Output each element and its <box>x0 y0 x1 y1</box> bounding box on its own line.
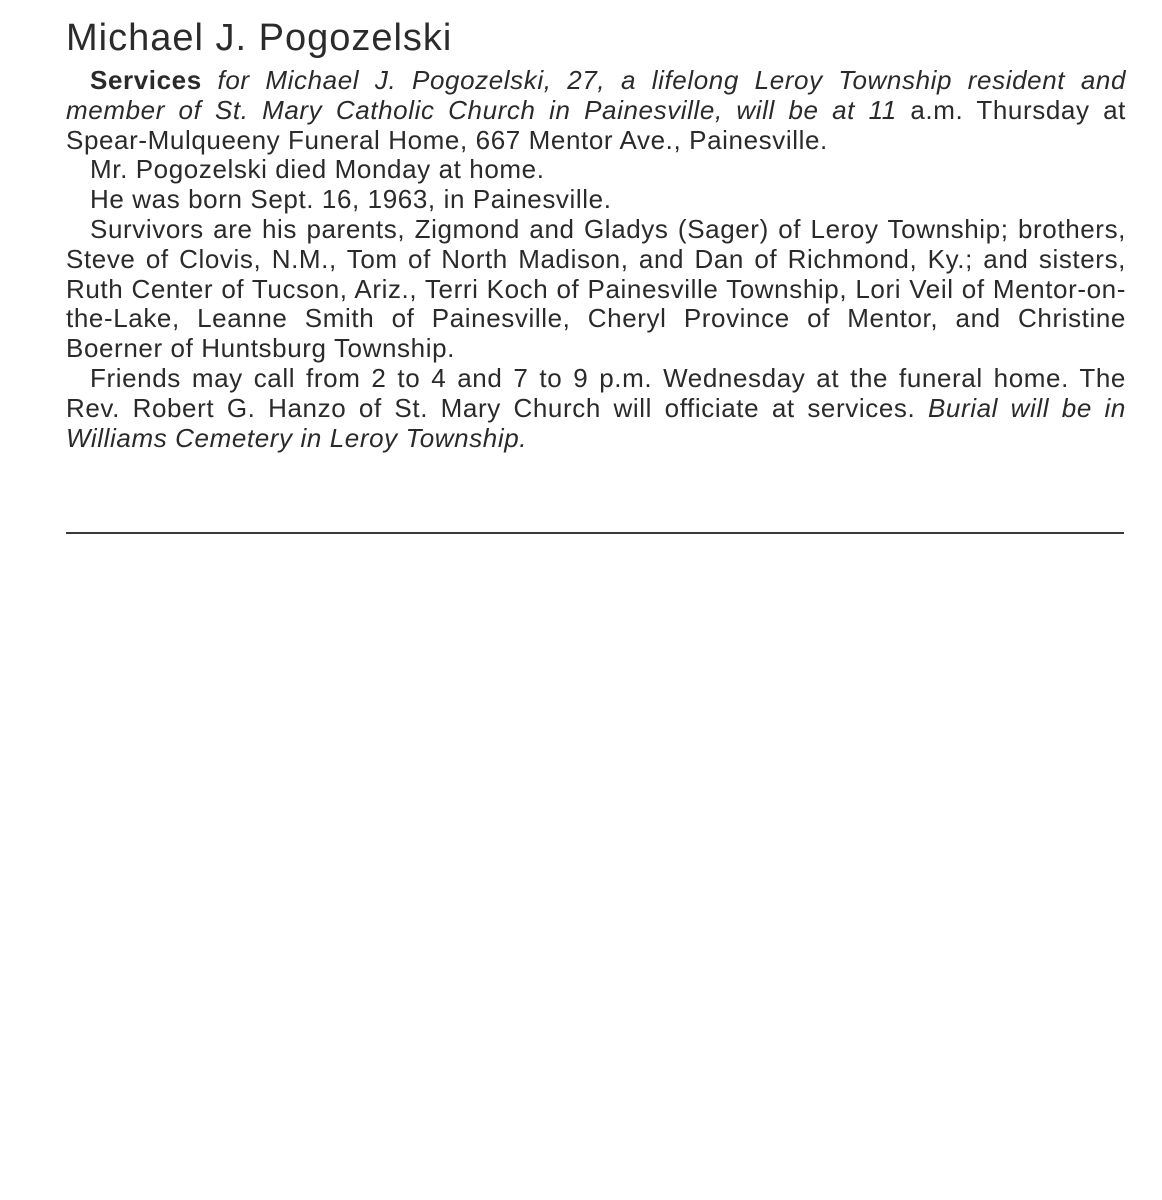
obituary-body <box>66 66 1126 453</box>
death-paragraph: Mr. Pogozelski died Monday at home. <box>90 154 545 185</box>
services-paragraph <box>66 66 1126 155</box>
obituary-clipping <box>66 14 1126 453</box>
services-intro-italic: for Michael J. Pogozelski, 27, a lifelong Leroy Township resident and member of St. Mary Catholic Church in Painesville, will be at 11 <box>66 65 1126 125</box>
visitation-paragraph <box>66 364 1126 453</box>
birth-paragraph: He was born Sept. 16, 1963, in Painesville. <box>90 184 612 215</box>
burial-text-italic: Burial will be in Williams Cemetery in Leroy Township. <box>66 392 1126 453</box>
survivors-paragraph: Survivors are his parents, Zigmond and Gladys (Sager) of Leroy Township; brothers, Steve of Clovis, N.M., Tom of North Madison, and Dan of Richmond, Ky.; and sisters, Ruth Center of Tucson, Ariz., Terri Koch of Painesville Township, Lori Veil of Mentor-on-the-Lake, Leanne Smith of Painesville, Cheryl Province of Mentor, and Christine Boerner of Huntsburg Township. <box>66 213 1126 364</box>
services-lead-word: Services <box>90 65 202 95</box>
obituary-headline: Michael J. Pogozelski <box>66 17 453 59</box>
services-details: a.m. Thursday at Spear-Mulqueeny Funeral Home, 667 Mentor Ave., Painesville. <box>66 94 1127 155</box>
clipping-divider <box>66 532 1124 534</box>
visitation-text: Friends may call from 2 to 4 and 7 to 9 p.m. Wednesday at the funeral home. The Rev. Robert G. Hanzo of St. Mary Church will officiate at services. <box>66 362 1126 423</box>
